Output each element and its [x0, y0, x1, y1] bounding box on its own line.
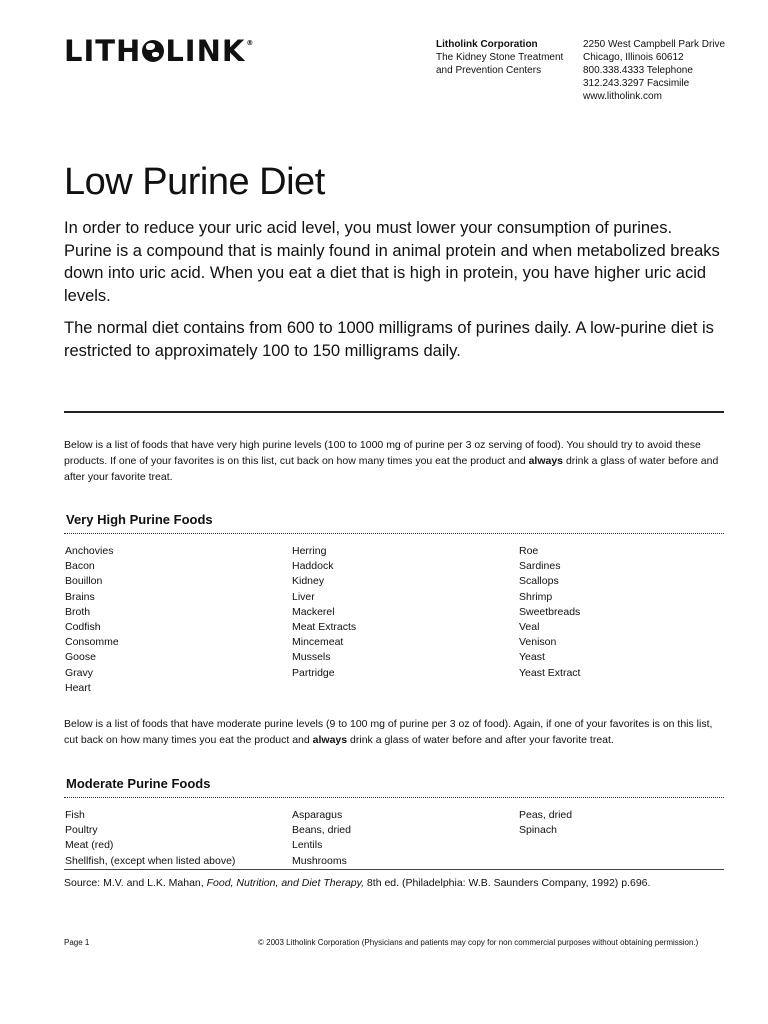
section-divider	[64, 411, 724, 413]
food-item: Liver	[292, 590, 315, 603]
very-high-emphasis: always	[528, 455, 564, 467]
registered-mark: ®	[246, 39, 255, 47]
very-high-column-2	[292, 544, 356, 681]
very-high-column-3	[519, 544, 580, 681]
corporation-tagline-1: The Kidney Stone Treatment	[436, 52, 564, 63]
food-item: Goose	[65, 651, 96, 664]
corporation-info	[436, 38, 563, 77]
litholink-logo	[64, 34, 254, 68]
food-item: Mincemeat	[292, 636, 344, 649]
food-item: Roe	[519, 545, 539, 557]
very-high-text-1: Below is a list of foods that have very high purine levels (100 to 1000 mg of purine per 3 oz serving of food). You should try to avoid these products. If one of your favorites is on this list, cut back on how many times you eat the product and	[64, 439, 701, 467]
corporation-name: Litholink Corporation	[436, 39, 538, 50]
food-item: Kidney	[292, 575, 325, 588]
food-item: Shellfish, (except when listed above)	[65, 854, 236, 867]
food-item: Sweetbreads	[519, 605, 581, 618]
source-prefix: Source: M.V. and L.K. Mahan,	[64, 877, 207, 889]
food-item: Shrimp	[519, 590, 553, 603]
source-suffix: 8th ed. (Philadelphia: W.B. Saunders Company, 1992) p.696.	[364, 877, 651, 889]
intro-paragraph-1: In order to reduce your uric acid level, you must lower your consumption of purines. Purine is a compound that is mainly found in animal protein and when metabolized breaks down into uric acid. When you eat a diet that is high in protein, you have higher uric acid levels.	[64, 219, 720, 305]
very-high-description	[64, 437, 724, 485]
logo-text-right: LINK	[165, 34, 246, 68]
food-item: Mushrooms	[292, 854, 347, 867]
address-city: Chicago, Illinois 60612	[583, 52, 684, 63]
food-item: Poultry	[65, 824, 98, 837]
food-item: Meat (red)	[65, 839, 114, 852]
moderate-heading: Moderate Purine Foods	[66, 776, 211, 791]
address-street: 2250 West Campbell Park Drive	[583, 39, 726, 50]
food-item: Gravy	[65, 666, 94, 679]
food-item: Mussels	[292, 651, 331, 664]
intro-paragraph-2: The normal diet contains from 600 to 1000 milligrams of purines daily. A low-purine diet is restricted to approximately 100 to 150 milligrams daily.	[64, 319, 714, 360]
very-high-text-2: drink a glass of water before and after your favorite treat.	[64, 455, 719, 483]
source-book-title: Food, Nutrition, and Diet Therapy,	[206, 877, 365, 889]
globe-icon	[142, 40, 164, 62]
food-item: Brains	[65, 590, 95, 603]
corporation-tagline-2: and Prevention Centers	[436, 65, 542, 76]
very-high-dotted-rule	[64, 533, 724, 534]
food-item: Veal	[519, 621, 540, 634]
very-high-heading: Very High Purine Foods	[66, 512, 213, 527]
moderate-text-1: Below is a list of foods that have moderate purine levels (9 to 100 mg of purine per 3 oz of food). Again, if one of your favorites is on this list, cut back on how many times you eat the product and	[64, 718, 713, 746]
food-item: Anchovies	[65, 545, 114, 557]
food-item: Yeast Extract	[519, 666, 581, 679]
food-item: Heart	[65, 681, 91, 694]
source-citation	[64, 877, 744, 889]
address-telephone: 800.338.4333 Telephone	[583, 65, 693, 76]
food-item: Yeast	[519, 651, 545, 664]
food-item: Haddock	[292, 560, 334, 573]
food-item: Bacon	[65, 560, 95, 573]
food-item: Consomme	[65, 636, 119, 649]
page-number: Page 1	[64, 938, 90, 947]
moderate-description	[64, 716, 724, 748]
food-item: Codfish	[65, 621, 101, 634]
food-item: Lentils	[292, 839, 323, 852]
food-item: Scallops	[519, 575, 559, 588]
food-item: Herring	[292, 545, 327, 557]
logo-text-left: LITH	[64, 34, 142, 68]
food-item: Venison	[519, 636, 557, 649]
food-item: Mackerel	[292, 605, 335, 618]
food-item: Peas, dried	[519, 809, 573, 821]
address-fax: 312.243.3297 Facsimile	[583, 78, 690, 89]
contact-address	[583, 38, 725, 103]
moderate-column-2	[292, 808, 351, 869]
food-item: Bouillon	[65, 575, 103, 588]
moderate-dotted-rule	[64, 797, 724, 798]
source-divider	[64, 869, 724, 870]
food-item: Fish	[65, 809, 85, 821]
food-item: Spinach	[519, 824, 557, 837]
food-item: Sardines	[519, 560, 561, 573]
food-item: Asparagus	[292, 809, 343, 821]
food-item: Partridge	[292, 666, 335, 679]
food-item: Meat Extracts	[292, 621, 357, 634]
moderate-column-3	[519, 808, 572, 838]
moderate-text-2: drink a glass of water before and after your favorite treat.	[347, 734, 614, 746]
food-item: Broth	[65, 605, 91, 618]
intro-text	[64, 217, 724, 372]
address-website: www.litholink.com	[583, 91, 662, 102]
page-title: Low Purine Diet	[64, 161, 325, 203]
moderate-emphasis: always	[312, 734, 348, 746]
food-item: Beans, dried	[292, 824, 351, 837]
moderate-column-1	[65, 808, 235, 869]
very-high-column-1	[65, 544, 119, 696]
copyright-notice: © 2003 Litholink Corporation (Physicians and patients may copy for non commercial purposes without obtaining permission.)	[258, 938, 699, 947]
